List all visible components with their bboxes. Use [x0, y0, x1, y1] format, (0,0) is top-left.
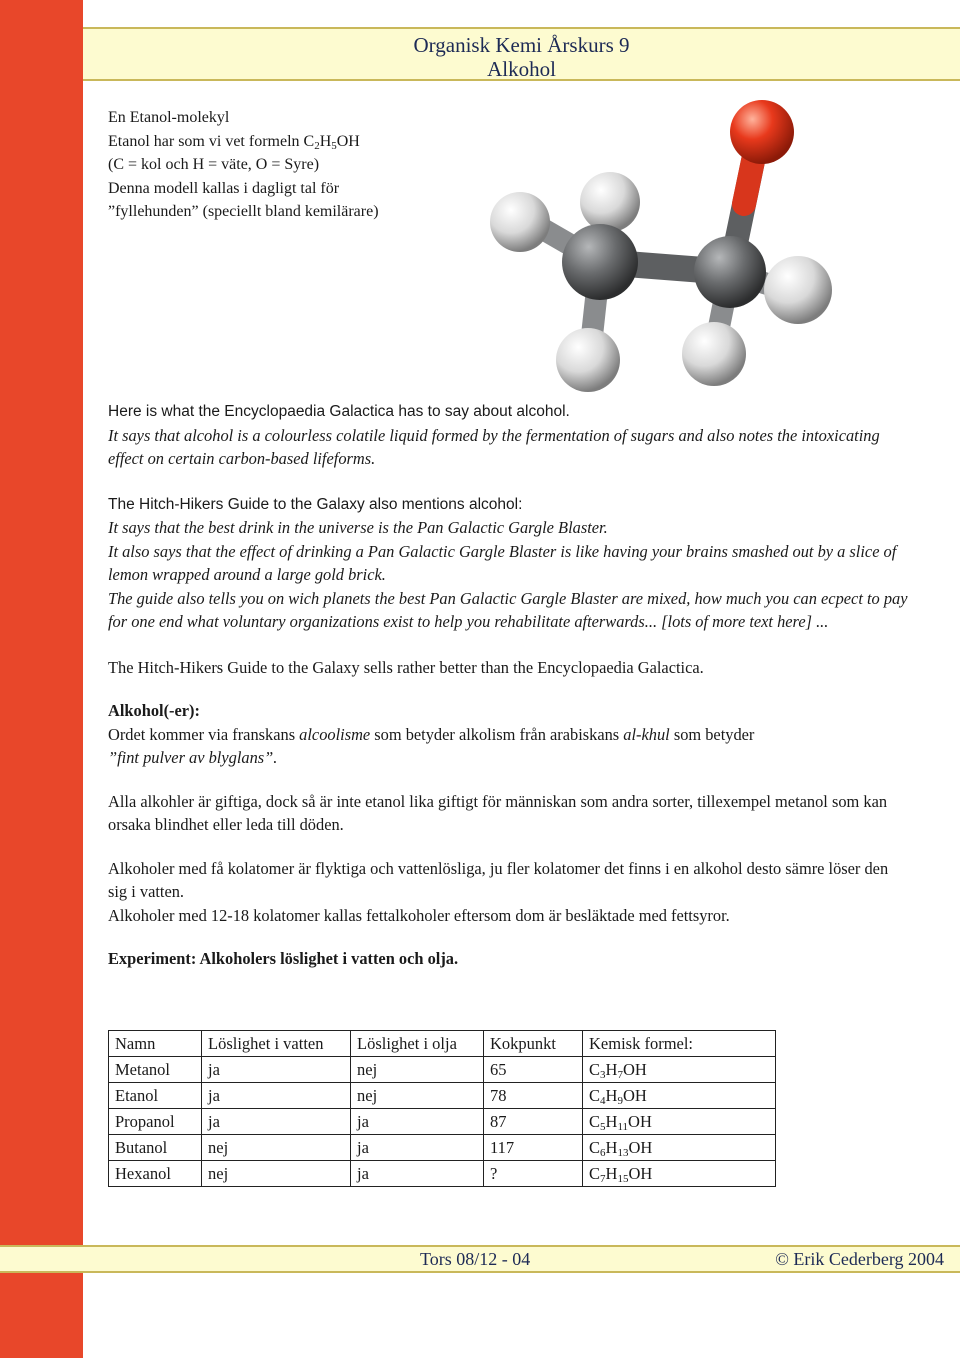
table-cell: nej: [202, 1135, 351, 1161]
text: som betyder: [669, 724, 755, 744]
formula-h: H: [605, 1085, 618, 1105]
paragraph: [108, 516, 908, 540]
table-header-cell: Kemisk formel:: [583, 1031, 776, 1057]
table-cell: 78: [484, 1083, 583, 1109]
hydrogen-atom: [556, 328, 620, 392]
hydrogen-atom: [490, 192, 550, 252]
table-cell: ?: [484, 1161, 583, 1187]
formula-sub: 5: [600, 1120, 606, 1133]
oxygen-atom: [730, 100, 794, 164]
table-header-cell: Namn: [109, 1031, 202, 1057]
formula-c: C: [589, 1137, 601, 1157]
footer-copyright: © Erik Cederberg 2004: [775, 1249, 944, 1269]
hydrogen-atom: [764, 256, 832, 324]
paragraph: The Hitch-Hikers Guide to the Galaxy also mentions alcohol:: [108, 495, 523, 513]
formula-sub: 13: [617, 1146, 629, 1159]
table-row: [109, 1057, 776, 1083]
formula-h: H: [319, 132, 332, 150]
table-cell: ja: [351, 1161, 484, 1187]
table-cell: Metanol: [109, 1057, 202, 1083]
italic-text: The guide also tells you on wich planets the best Pan Galactic Gargle Blaster are mixed, how much you can ecpect to pay for one end what voluntary organizations exist to help you rehabilitate afterwards... [lots of more text here] ...: [108, 588, 908, 631]
paragraph: [108, 723, 908, 770]
intro-line-3: (C = kol och H = väte, O = Syre): [108, 156, 320, 173]
italic-text: It says that alcohol is a colourless colatile liquid formed by the fermentation of sugars and also notes the intoxicating effect on certain carbon-based lifeforms.: [108, 425, 880, 468]
italic-text: alcoolisme: [299, 724, 371, 744]
formula-h: H: [605, 1137, 618, 1157]
table-cell: 87: [484, 1109, 583, 1135]
solubility-table: [108, 1030, 776, 1187]
header-title: Organisk Kemi Årskurs 9: [413, 33, 630, 57]
formula-sub-h: 5: [331, 139, 337, 152]
italic-text: al-khul: [623, 724, 670, 744]
intro-line-5: ”fyllehunden” (speciellt bland kemilärare): [108, 203, 379, 220]
table-cell: Etanol: [109, 1083, 202, 1109]
formula-sub: 15: [617, 1172, 629, 1185]
paragraph: Alkoholer med 12-18 kolatomer kallas fettalkoholer eftersom dom är besläktade med fettsyror.: [108, 905, 730, 925]
paragraph: Alla alkohler är giftiga, dock så är inte etanol lika giftigt för människan som andra sorter, tillexempel metanol som kan orsaka blindhet eller leda till döden.: [108, 791, 888, 834]
sidebar-stripe: [0, 0, 83, 1358]
formula-sub: 9: [617, 1094, 623, 1107]
formula-h: H: [605, 1059, 618, 1079]
carbon-atom: [562, 224, 638, 300]
table-cell: nej: [351, 1083, 484, 1109]
formula-prefix: Etanol har som vi vet formeln C: [108, 132, 315, 150]
table-row: [109, 1135, 776, 1161]
section-heading: Experiment: Alkoholers löslighet i vatten och olja.: [108, 949, 459, 968]
paragraph: Alkoholer med få kolatomer är flyktiga och vattenlösliga, ju fler kolatomer det finns i en alkohol desto sämre löser den sig i vatten.: [108, 858, 889, 901]
formula-sub: 3: [600, 1068, 606, 1081]
table-header-cell: Löslighet i vatten: [202, 1031, 351, 1057]
ethanol-molecule-illustration: [480, 92, 920, 392]
table-cell: Butanol: [109, 1135, 202, 1161]
header-subtitle: Alkohol: [487, 57, 556, 81]
article-body: [108, 400, 908, 971]
formula-sub: 7: [600, 1172, 606, 1185]
formula-oh: OH: [628, 1163, 653, 1183]
text: som betyder alkolism från arabiskans: [370, 724, 624, 744]
formula-suffix: OH: [336, 132, 360, 150]
table-header-row: [109, 1031, 776, 1057]
formula-sub: 7: [617, 1068, 623, 1081]
table-cell: nej: [351, 1057, 484, 1083]
table-row: [109, 1109, 776, 1135]
table-row: [109, 1161, 776, 1187]
paragraph: Here is what the Encyclopaedia Galactica has to say about alcohol.: [108, 403, 570, 420]
formula-sub-c: 2: [314, 139, 320, 152]
formula-h: H: [605, 1163, 618, 1183]
hydrogen-atom: [682, 322, 746, 386]
table-cell-formula: [583, 1057, 776, 1083]
formula-c: C: [589, 1059, 601, 1079]
formula-sub: 6: [600, 1146, 606, 1159]
intro-line-1: En Etanol-molekyl: [108, 109, 230, 126]
table-cell-formula: [583, 1135, 776, 1161]
formula-c: C: [589, 1163, 601, 1183]
formula-oh: OH: [628, 1137, 653, 1157]
paragraph: [108, 540, 908, 587]
hydrogen-atom: [580, 172, 640, 232]
table-cell: ja: [351, 1109, 484, 1135]
table-cell-formula: [583, 1083, 776, 1109]
text: Ordet kommer via franskans: [108, 724, 300, 744]
table-header-cell: Kokpunkt: [484, 1031, 583, 1057]
formula-oh: OH: [622, 1085, 647, 1105]
formula-h: H: [605, 1111, 618, 1131]
table-row: [109, 1083, 776, 1109]
formula-c: C: [589, 1085, 601, 1105]
formula-sub: 11: [617, 1120, 629, 1133]
table-cell: 65: [484, 1057, 583, 1083]
intro-text: [108, 106, 508, 224]
table-header-cell: Löslighet i olja: [351, 1031, 484, 1057]
table-cell-formula: [583, 1109, 776, 1135]
table-cell: ja: [351, 1135, 484, 1161]
formula-oh: OH: [628, 1111, 652, 1131]
table-cell: ja: [202, 1057, 351, 1083]
italic-text: It says that the best drink in the universe is the Pan Galactic Gargle Blaster.: [108, 518, 608, 537]
table-cell: 117: [484, 1135, 583, 1161]
table-cell: Propanol: [109, 1109, 202, 1135]
italic-text: It also says that the effect of drinking a Pan Galactic Gargle Blaster is like having your brains smashed out by a slice of lemon wrapped around a large gold brick.: [108, 541, 897, 584]
table-cell: Hexanol: [109, 1161, 202, 1187]
table-cell-formula: [583, 1161, 776, 1187]
paragraph: [108, 587, 908, 634]
table-cell: nej: [202, 1161, 351, 1187]
carbon-atom: [694, 236, 766, 308]
footer-date: Tors 08/12 - 04: [420, 1249, 531, 1269]
table-cell: ja: [202, 1109, 351, 1135]
intro-line-2: [108, 130, 508, 154]
section-heading: Alkohol(-er):: [108, 701, 200, 720]
formula-sub: 4: [600, 1094, 606, 1107]
page-footer: [0, 1245, 960, 1273]
formula-c: C: [589, 1111, 601, 1131]
page-header: [83, 27, 960, 81]
paragraph: [108, 424, 908, 471]
formula-oh: OH: [622, 1059, 647, 1079]
italic-text: ”fint pulver av blyglans”.: [108, 748, 278, 767]
paragraph: The Hitch-Hikers Guide to the Galaxy sells rather better than the Encyclopaedia Galactica.: [108, 657, 704, 677]
table-cell: ja: [202, 1083, 351, 1109]
intro-line-4: Denna modell kallas i dagligt tal för: [108, 179, 340, 197]
